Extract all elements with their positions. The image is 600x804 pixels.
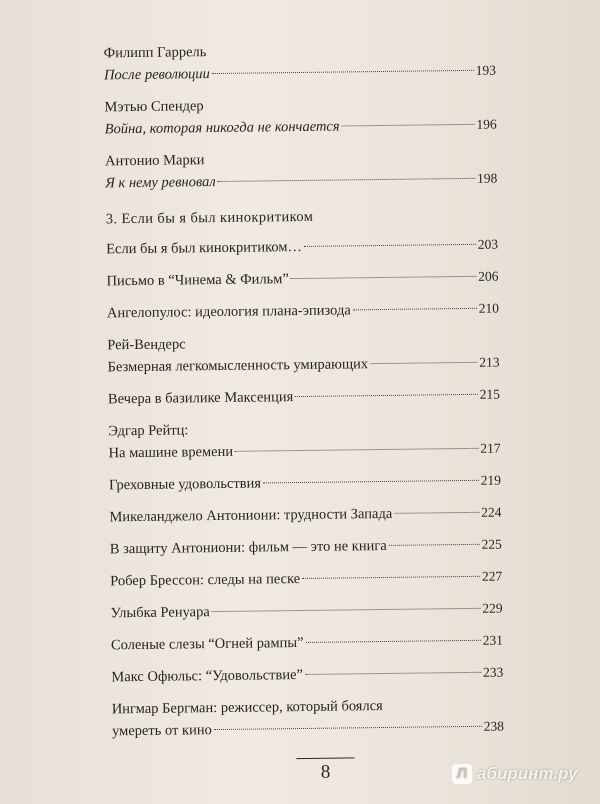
footer-rule: [296, 757, 354, 759]
entry-page-number: 238: [483, 718, 505, 734]
dot-leader: [305, 672, 481, 675]
entry-author: Рей-Вендерс: [107, 336, 186, 354]
entry-page-number: 215: [479, 386, 501, 402]
dot-leader: [235, 448, 478, 452]
entry-title: Робер Брессон: следы на песке: [110, 571, 301, 590]
entry-line: [109, 438, 501, 465]
entry-page-number: 203: [477, 236, 499, 252]
entry-title: В защиту Антониони: фильм — это не книга: [109, 537, 387, 558]
entry-page-number: 219: [480, 472, 502, 488]
entry-line: [107, 352, 499, 379]
entry-page-number: 229: [482, 600, 503, 616]
dot-leader: [304, 244, 476, 247]
toc-entry: [111, 630, 503, 657]
entry-title: На машине времени: [108, 443, 234, 462]
entry-title: Письмо в “Чинема & Фильм”: [106, 271, 289, 290]
entry-page-number: 233: [482, 664, 504, 680]
dot-leader: [342, 124, 475, 127]
entry-author: Антонио Марки: [104, 152, 205, 170]
entry-page-number: 224: [481, 504, 502, 520]
toc-entry: [106, 234, 498, 261]
entry-line: [107, 298, 499, 325]
dot-leader: [353, 308, 477, 311]
entry-line: [105, 168, 497, 195]
dot-leader: [370, 362, 477, 364]
entry-line: [109, 502, 501, 529]
toc-entry: [109, 470, 501, 497]
toc-entry: [104, 92, 497, 141]
entry-page-number: 227: [481, 568, 503, 584]
entry-line: [104, 60, 496, 87]
dot-leader: [394, 512, 479, 514]
dot-leader: [212, 608, 481, 612]
entry-title: Ангелопулос: идеология плана-эпизода: [106, 302, 351, 322]
section-heading: 3. Если бы я был кинокритиком: [105, 208, 314, 228]
watermark-text: абиринт.ру: [477, 764, 578, 783]
entry-title: Вечера в базилике Максенция: [107, 389, 294, 408]
entry-page-number: 217: [480, 440, 501, 456]
toc-entry: [105, 146, 498, 195]
entry-page-number: 213: [479, 354, 500, 370]
entry-line: [112, 716, 504, 743]
toc-entry: [107, 330, 500, 379]
dot-leader: [302, 576, 480, 579]
entry-line: [105, 114, 497, 141]
toc-entry: [110, 566, 502, 593]
page-number: 8: [320, 761, 331, 783]
toc-entry: [106, 266, 498, 293]
entry-title: Безмерная легкомысленность умирающих: [107, 356, 369, 376]
entry-title: После революции: [103, 66, 210, 84]
entry-page-number: 231: [482, 632, 504, 648]
toc-entry: [107, 298, 499, 325]
toc-entry: [110, 598, 502, 625]
entry-page-number: 198: [476, 170, 498, 186]
entry-author: Ингмар Бергман: режиссер, который боялся: [111, 698, 383, 718]
entry-line: [110, 534, 502, 561]
toc-entry: [104, 38, 497, 87]
entry-title: Война, которая никогда не кончается: [104, 118, 340, 138]
toc-entry: [109, 502, 501, 529]
entry-line: [111, 630, 503, 657]
entry-line: [111, 662, 503, 689]
entry-title: Если бы я был кинокритиком…: [106, 238, 303, 258]
entry-title: Макс Офюльс: “Удовольствие”: [111, 666, 304, 686]
entry-author: Эдгар Рейтц:: [108, 422, 189, 440]
entry-page-number: 206: [478, 268, 499, 284]
entry-page-number: 193: [475, 62, 497, 78]
toc-entry: [110, 534, 502, 561]
toc-entry: [108, 416, 501, 465]
entry-line: [106, 234, 498, 261]
dot-leader: [306, 640, 481, 643]
entry-line: [109, 470, 501, 497]
entry-title: умереть от кино: [111, 722, 212, 740]
toc-entry: [111, 662, 503, 689]
dot-leader: [389, 544, 480, 546]
dot-leader: [291, 276, 476, 279]
entry-author: Мэтью Спендер: [104, 98, 204, 116]
entry-author: Филипп Гаррель: [103, 44, 207, 62]
entry-line: [108, 384, 500, 411]
entry-line: [110, 598, 502, 625]
entry-title: Греховные удовольствия: [108, 475, 262, 494]
watermark-logo: [452, 764, 577, 784]
toc-entry: [112, 694, 505, 743]
toc-entry: [108, 384, 500, 411]
entry-page-number: 225: [481, 536, 502, 552]
entry-title: Улыбка Ренуара: [110, 604, 210, 622]
entry-title: Соленые слезы “Огней рампы”: [110, 634, 304, 654]
dot-leader: [263, 480, 479, 484]
entry-line: [106, 266, 498, 293]
dot-leader: [212, 70, 474, 74]
entry-page-number: 210: [478, 300, 499, 316]
entry-line: [110, 566, 502, 593]
table-of-contents: [104, 38, 505, 753]
dot-leader: [214, 726, 482, 730]
dot-leader: [218, 178, 475, 182]
dot-leader: [295, 394, 477, 397]
entry-title: Я к нему ревновал: [105, 174, 216, 192]
entry-title: Микеланджело Антониони: трудности Запада: [109, 505, 393, 526]
entry-page-number: 196: [476, 116, 497, 132]
watermark-badge-icon: Л: [452, 764, 472, 784]
